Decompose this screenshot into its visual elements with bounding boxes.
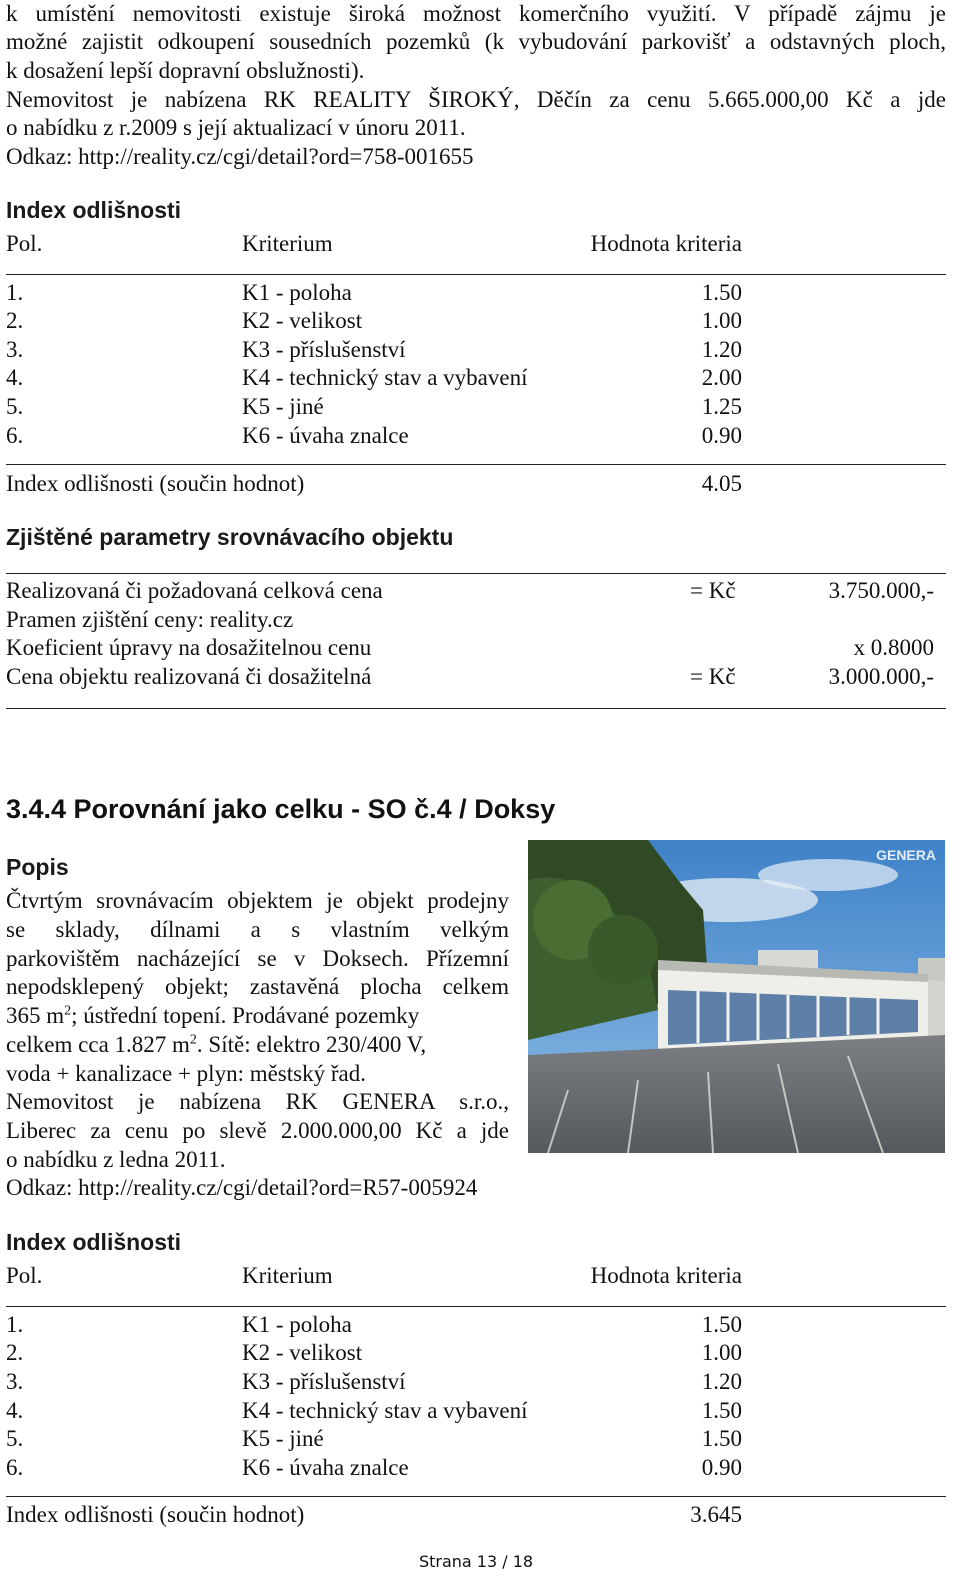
cell-pol: 6. — [6, 1455, 24, 1480]
popis-line: parkovištěm nacházející se v Doksech. Přízemní — [6, 946, 509, 971]
property-photo — [528, 840, 945, 1153]
object-price-eq: = Kč — [690, 664, 736, 689]
intro-line: o nabídku z r.2009 s její aktualizací v únoru 2011. — [6, 115, 466, 140]
page-number: Strana 13 / 18 — [418, 1552, 534, 1571]
cell-hodnota: 1.50 — [701, 1426, 742, 1451]
source-row — [0, 606, 934, 635]
popis-link: Odkaz: http://reality.cz/cgi/detail?ord=R57-005924 — [6, 1175, 478, 1200]
popis-line: Nemovitost je nabízena RK GENERA s.r.o., — [6, 1089, 509, 1114]
cell-kriterium: K1 - poloha — [242, 280, 352, 305]
table-row — [0, 279, 742, 308]
index-total-value: 3.645 — [690, 1502, 742, 1527]
intro-line: k umístění nemovitosti existuje široká možnost komerčního využití. V případě zájmu je — [6, 1, 946, 26]
popis-line: nepodsklepený objekt; zastavěná plocha celkem — [6, 974, 509, 999]
params-rule — [6, 573, 946, 574]
popis-line: Liberec za cenu po slevě 2.000.000,00 Kč a jde — [6, 1118, 509, 1143]
price-eq: = Kč — [690, 578, 736, 603]
cell-pol: 2. — [6, 308, 24, 333]
cell-kriterium: K4 - technický stav a vybavení — [242, 1398, 528, 1423]
price-source: Pramen zjištění ceny: reality.cz — [6, 607, 294, 632]
table-row — [0, 307, 742, 336]
table-rule — [6, 464, 946, 465]
superscript: 2 — [189, 1032, 197, 1048]
col-kriterium-header: Kriterium — [242, 231, 333, 256]
cell-pol: 3. — [6, 337, 24, 362]
price-row — [0, 577, 934, 606]
cell-hodnota: 1.20 — [701, 337, 742, 362]
cell-kriterium: K3 - příslušenství — [242, 337, 406, 362]
params-heading: Zjištěné parametry srovnávacího objektu — [6, 524, 454, 550]
cell-pol: 2. — [6, 1340, 24, 1365]
cell-hodnota: 1.00 — [701, 308, 742, 333]
table-rule — [6, 274, 946, 275]
coef-label: Koeficient úpravy na dosažitelnou cenu — [6, 635, 372, 660]
popis-text: celkem cca 1.827 m — [6, 1032, 190, 1057]
index-total-row — [0, 1501, 742, 1530]
intro-line: k dosažení lepší dopravní obslužnosti). — [6, 58, 365, 83]
object-price-value: 3.000.000,- — [828, 664, 934, 689]
coef-value: x 0.8000 — [853, 635, 934, 660]
table-row — [0, 1425, 742, 1454]
table-row — [0, 393, 742, 422]
table-row — [0, 1339, 742, 1368]
cell-hodnota: 0.90 — [701, 423, 742, 448]
index-total-value: 4.05 — [701, 471, 742, 496]
col-hodnota-header: Hodnota kriteria — [590, 231, 742, 256]
popis-line: se sklady, dílnami a s vlastním velkým — [6, 917, 509, 942]
index-total-label: Index odlišnosti (součin hodnot) — [6, 471, 305, 496]
col-pol-header: Pol. — [6, 231, 43, 256]
table-row — [0, 1397, 742, 1426]
table-row — [0, 1368, 742, 1397]
cell-kriterium: K6 - úvaha znalce — [242, 423, 409, 448]
cell-kriterium: K5 - jiné — [242, 1426, 324, 1451]
table-rule — [6, 1496, 946, 1497]
cell-kriterium: K4 - technický stav a vybavení — [242, 365, 528, 390]
cell-kriterium: K3 - příslušenství — [242, 1369, 406, 1394]
intro-line: Nemovitost je nabízena RK REALITY ŠIROKÝ, Děčín za cenu 5.665.000,00 Kč a jde — [6, 87, 946, 112]
building-photo-illustration — [528, 840, 945, 1153]
index-total-row — [0, 470, 742, 499]
table-row — [0, 364, 742, 393]
cell-kriterium: K5 - jiné — [242, 394, 324, 419]
popis-text: 365 m — [6, 1003, 65, 1028]
table-row — [0, 1454, 742, 1483]
table-row — [0, 1311, 742, 1340]
cell-kriterium: K6 - úvaha znalce — [242, 1455, 409, 1480]
cell-hodnota: 1.20 — [701, 1369, 742, 1394]
index-table-header — [0, 230, 748, 259]
table-rule — [6, 1306, 946, 1307]
col-kriterium-header: Kriterium — [242, 1263, 333, 1288]
popis-line: o nabídku z ledna 2011. — [6, 1147, 226, 1172]
object-price-label: Cena objektu realizovaná či dosažitelná — [6, 664, 372, 689]
cell-kriterium: K1 - poloha — [242, 1312, 352, 1337]
section-title: 3.4.4 Porovnání jako celku - SO č.4 / Doksy — [6, 794, 556, 824]
cell-hodnota: 1.25 — [701, 394, 742, 419]
table-row — [0, 422, 742, 451]
cell-hodnota: 1.50 — [701, 1312, 742, 1337]
index-table-header — [0, 1262, 748, 1291]
cell-pol: 3. — [6, 1369, 24, 1394]
cell-hodnota: 2.00 — [701, 365, 742, 390]
cell-kriterium: K2 - velikost — [242, 1340, 363, 1365]
cell-pol: 4. — [6, 365, 24, 390]
price-label: Realizovaná či požadovaná celková cena — [6, 578, 383, 603]
intro-link: Odkaz: http://reality.cz/cgi/detail?ord=758-001655 — [6, 144, 474, 169]
cell-hodnota: 1.50 — [701, 280, 742, 305]
popis-heading: Popis — [6, 854, 69, 880]
popis-text: . Sítě: elektro 230/400 V, — [196, 1032, 427, 1057]
cell-pol: 5. — [6, 1426, 24, 1451]
cell-pol: 1. — [6, 1312, 24, 1337]
params-rule — [6, 708, 946, 709]
cell-kriterium: K2 - velikost — [242, 308, 363, 333]
popis-text: ; ústřední topení. Prodávané pozemky — [71, 1003, 420, 1028]
index-heading: Index odlišnosti — [6, 1229, 182, 1255]
cell-hodnota: 1.00 — [701, 1340, 742, 1365]
cell-pol: 5. — [6, 394, 24, 419]
index-total-label: Index odlišnosti (součin hodnot) — [6, 1502, 305, 1527]
photo-watermark: GENERA — [876, 847, 936, 863]
table-row — [0, 336, 742, 365]
col-pol-header: Pol. — [6, 1263, 43, 1288]
popis-line — [6, 1031, 509, 1060]
cell-pol: 4. — [6, 1398, 24, 1423]
cell-pol: 1. — [6, 280, 24, 305]
popis-line — [6, 1002, 509, 1031]
popis-line: voda + kanalizace + plyn: městský řad. — [6, 1061, 366, 1086]
object-price-row — [0, 663, 934, 692]
index-heading: Index odlišnosti — [6, 197, 182, 223]
cell-hodnota: 0.90 — [701, 1455, 742, 1480]
intro-line: možné zajistit odkoupení sousedních pozemků (k vybudování parkovišť a odstavných ploch, — [6, 29, 946, 54]
cell-hodnota: 1.50 — [701, 1398, 742, 1423]
superscript: 2 — [64, 1003, 72, 1019]
popis-line: Čtvrtým srovnávacím objektem je objekt prodejny — [6, 888, 509, 913]
cell-pol: 6. — [6, 423, 24, 448]
coef-row — [0, 634, 934, 663]
col-hodnota-header: Hodnota kriteria — [590, 1263, 742, 1288]
price-value: 3.750.000,- — [828, 578, 934, 603]
